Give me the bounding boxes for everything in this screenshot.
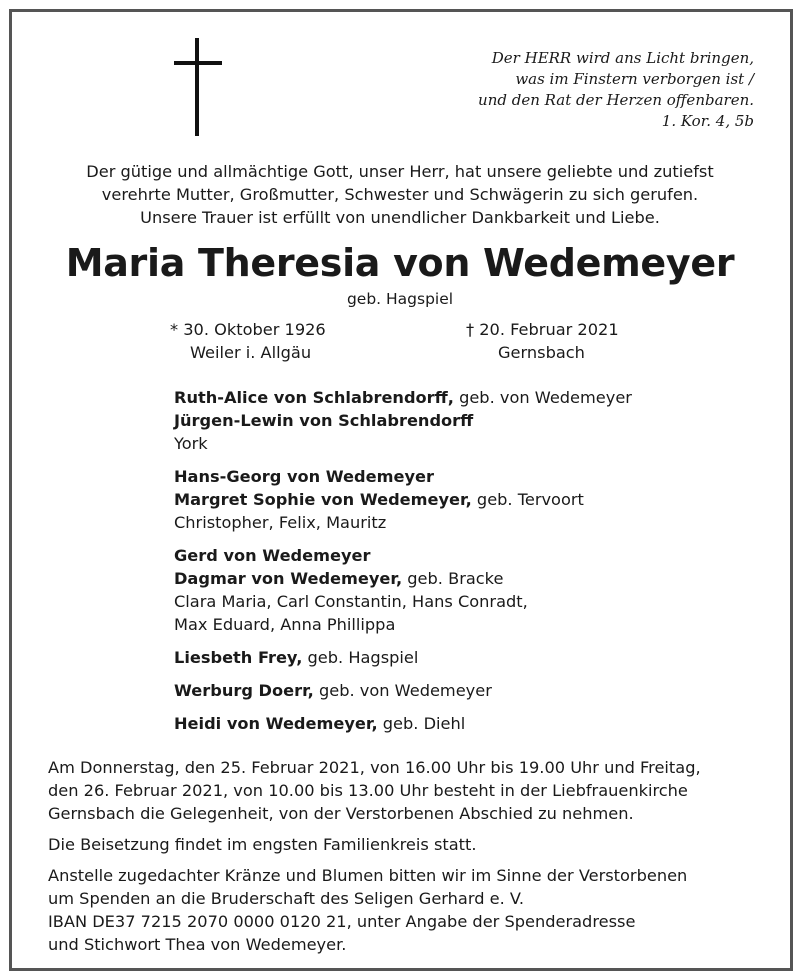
mourner-detail: Christopher, Felix, Mauritz (174, 513, 387, 532)
mourner-detail: Max Eduard, Anna Phillippa (174, 615, 396, 634)
birth-date: * 30. Oktober 1926 (170, 320, 326, 339)
mourner-name: Werburg Doerr, (174, 681, 314, 700)
death-place: Gernsbach (498, 343, 585, 362)
bible-verse (478, 48, 754, 132)
mourner-line (174, 679, 632, 702)
mourner-line (174, 432, 632, 455)
mourner-line (174, 409, 632, 432)
notice-paragraph (48, 756, 748, 825)
mourner-line (174, 386, 632, 409)
mourner-line (174, 544, 632, 567)
mourner-detail: geb. von Wedemeyer (453, 388, 632, 407)
funeral-notice (48, 756, 748, 964)
mourner-detail: geb. Hagspiel (302, 648, 419, 667)
mourner-name: Gerd von Wedemeyer (174, 546, 371, 565)
notice-paragraph (48, 864, 748, 956)
cross-icon (174, 38, 222, 136)
mourner-line (174, 613, 632, 636)
notice-line: IBAN DE37 7215 2070 0000 0120 21, unter Angabe der Spenderadresse (48, 912, 636, 931)
mourner-line (174, 590, 632, 613)
intro-text (0, 160, 800, 229)
death-info (466, 318, 619, 364)
mourner-name: Heidi von Wedemeyer, (174, 714, 378, 733)
mourner-detail: Clara Maria, Carl Constantin, Hans Conradt, (174, 592, 528, 611)
notice-line: und Stichwort Thea von Wedemeyer. (48, 935, 347, 954)
birth-info (170, 318, 326, 364)
mourner-detail: geb. Tervoort (471, 490, 584, 509)
mourner-name: Ruth-Alice von Schlabrendorff, (174, 388, 454, 407)
mourners-list (174, 386, 632, 745)
family-group (174, 679, 632, 702)
maiden-name: geb. Hagspiel (346, 290, 454, 308)
mourner-line (174, 488, 632, 511)
mourner-line (174, 465, 632, 488)
notice-paragraph (48, 833, 748, 856)
mourner-detail: geb. Bracke (402, 569, 504, 588)
family-group (174, 712, 632, 735)
mourner-name: Dagmar von Wedemeyer, (174, 569, 403, 588)
verse-line: und den Rat der Herzen offenbaren. (478, 91, 754, 109)
mourner-name: Hans-Georg von Wedemeyer (174, 467, 434, 486)
family-group (174, 646, 632, 669)
verse-reference: 1. Kor. 4, 5b (661, 112, 754, 130)
mourner-name: Liesbeth Frey, (174, 648, 303, 667)
verse-line: was im Finstern verborgen ist / (515, 70, 754, 88)
mourner-line (174, 511, 632, 534)
mourner-name: Jürgen-Lewin von Schlabrendorff (174, 411, 474, 430)
notice-line: Gernsbach die Gelegenheit, von der Verstorbenen Abschied zu nehmen. (48, 804, 634, 823)
notice-line: um Spenden an die Bruderschaft des Seligen Gerhard e. V. (48, 889, 525, 908)
notice-line: den 26. Februar 2021, von 10.00 bis 13.00 Uhr besteht in der Liebfrauenkirche (48, 781, 688, 800)
mourner-line (174, 567, 632, 590)
notice-line: Die Beisetzung findet im engsten Familienkreis statt. (48, 835, 477, 854)
verse-line: Der HERR wird ans Licht bringen, (491, 49, 754, 67)
family-group (174, 465, 632, 534)
family-group (174, 386, 632, 455)
intro-line: verehrte Mutter, Großmutter, Schwester und Schwägerin zu sich gerufen. (101, 185, 699, 204)
mourner-line (174, 646, 632, 669)
deceased-name: Maria Theresia von Wedemeyer (65, 241, 735, 285)
notice-line: Am Donnerstag, den 25. Februar 2021, von 16.00 Uhr bis 19.00 Uhr und Freitag, (48, 758, 701, 777)
intro-line: Der gütige und allmächtige Gott, unser Herr, hat unsere geliebte und zutiefst (86, 162, 714, 181)
mourner-detail: geb. Diehl (377, 714, 466, 733)
intro-line: Unsere Trauer ist erfüllt von unendlicher Dankbarkeit und Liebe. (140, 208, 660, 227)
mourner-detail: geb. von Wedemeyer (313, 681, 492, 700)
birth-place: Weiler i. Allgäu (190, 343, 312, 362)
mourner-line (174, 712, 632, 735)
mourner-name: Margret Sophie von Wedemeyer, (174, 490, 472, 509)
family-group (174, 544, 632, 636)
notice-line: Anstelle zugedachter Kränze und Blumen bitten wir im Sinne der Verstorbenen (48, 866, 688, 885)
mourner-detail: York (174, 434, 208, 453)
death-date: † 20. Februar 2021 (466, 320, 619, 339)
